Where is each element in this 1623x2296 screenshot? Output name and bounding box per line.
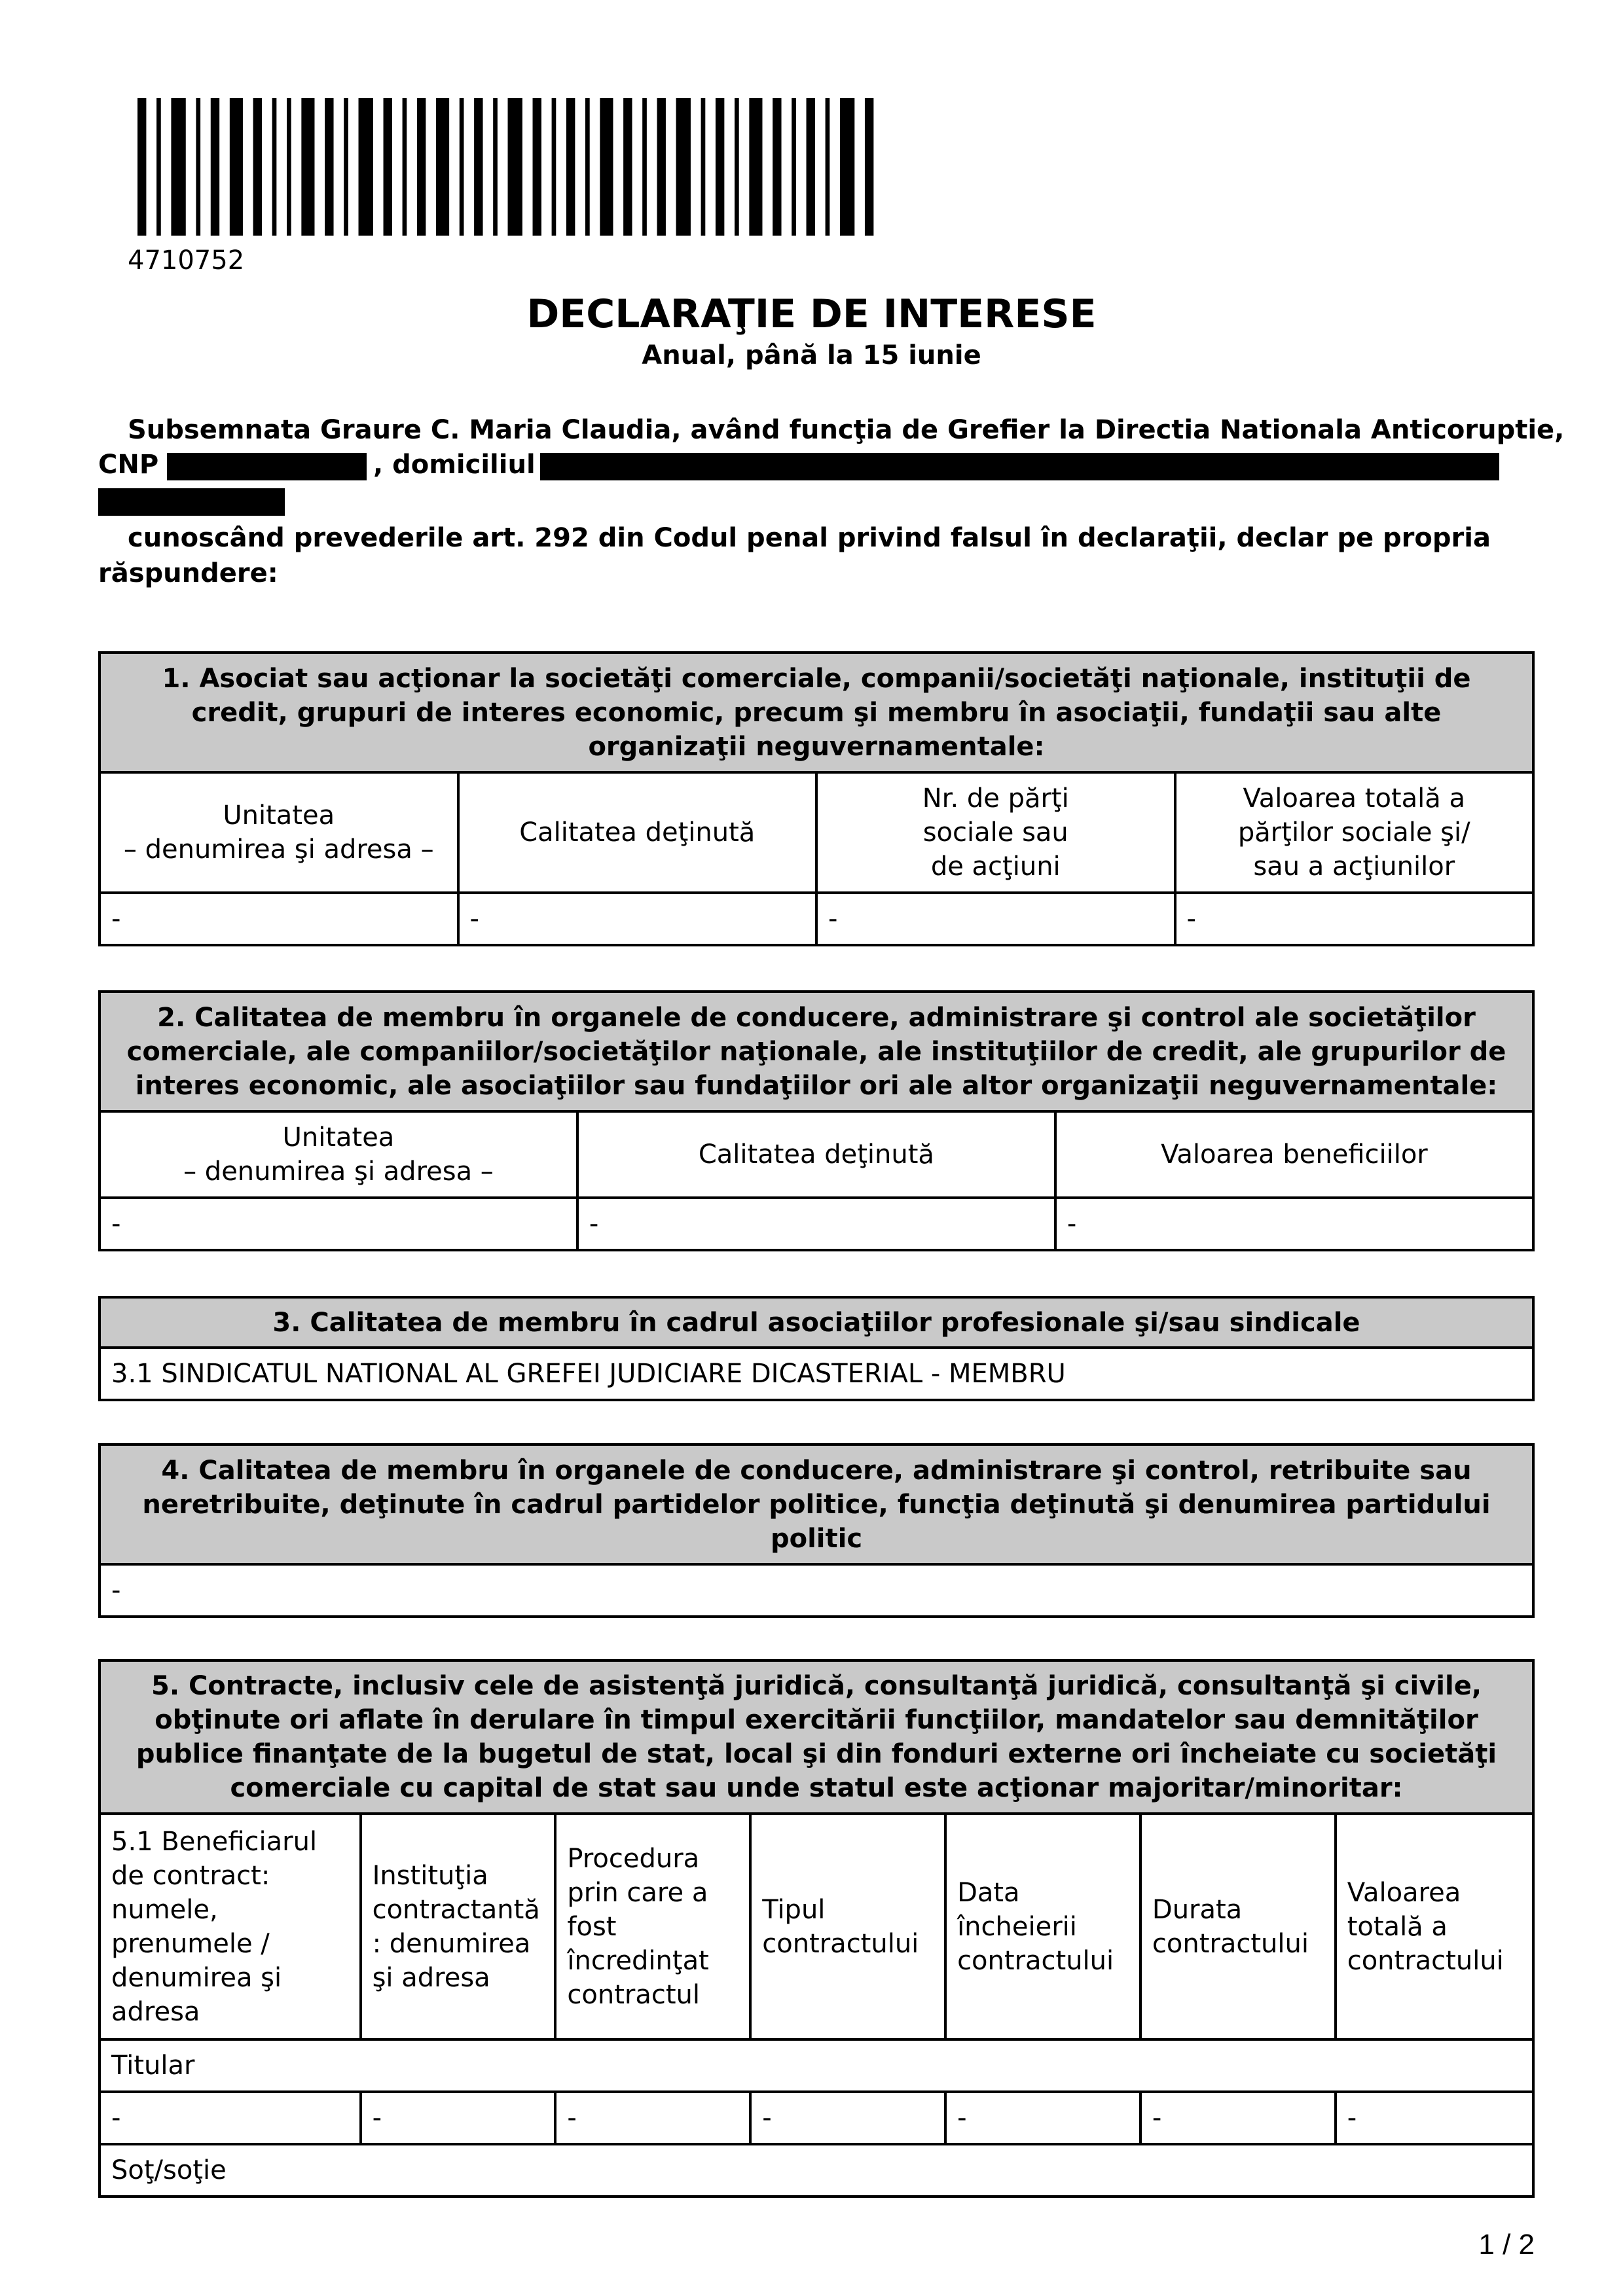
section-5-cell: - bbox=[750, 2092, 945, 2144]
barcode-bar bbox=[566, 98, 575, 236]
section-5-col-tipul: Tipul contractului bbox=[750, 1814, 945, 2039]
document-title: DECLARAŢIE DE INTERESE bbox=[526, 291, 1097, 337]
barcode-bar bbox=[196, 98, 200, 236]
section-5-col-procedura: Procedura prin care a fost încredinţat contractul bbox=[555, 1814, 750, 2039]
cnp-label: CNP bbox=[98, 450, 159, 480]
section-5-col-beneficiar: 5.1 Beneficiarul de contract: numele, prenumele / denumirea şi adresa bbox=[100, 1814, 361, 2039]
section-5-cell: - bbox=[361, 2092, 556, 2144]
barcode-bar bbox=[676, 98, 691, 236]
section-1-cell: - bbox=[1175, 893, 1534, 945]
barcode-bar bbox=[735, 98, 739, 236]
barcode-bar bbox=[253, 98, 262, 236]
section-3-table bbox=[98, 1296, 1535, 1401]
barcode-bar bbox=[623, 98, 632, 236]
section-1-table bbox=[98, 651, 1535, 946]
section-2-col-valoare: Valoarea beneficiilor bbox=[1055, 1111, 1533, 1198]
section-1-col-valoare: Valoarea totală a părţilor sociale şi/ sau a acţiunilor bbox=[1175, 772, 1534, 893]
barcode-bar bbox=[585, 98, 590, 236]
section-1-heading: 1. Asociat sau acţionar la societăţi comerciale, companii/societăţi naţionale, instituţii de credit, grupuri de interes economic, precum şi membru în asociaţii, fundaţii sau alte organizaţii neguvernamentale: bbox=[100, 653, 1533, 772]
barcode-bar bbox=[403, 98, 407, 236]
barcode-bar bbox=[211, 98, 219, 236]
intro-line-3: cunoscând prevederile art. 292 din Codul penal privind falsul în declaraţii, declar pe propria bbox=[128, 523, 1491, 553]
section-5-cell: - bbox=[555, 2092, 750, 2144]
redacted-cnp bbox=[167, 453, 367, 480]
section-2-cell: - bbox=[577, 1198, 1055, 1250]
barcode-bar bbox=[384, 98, 392, 236]
section-2-table bbox=[98, 990, 1535, 1251]
page-number: 1 / 2 bbox=[1478, 2229, 1535, 2261]
section-5-heading: 5. Contracte, inclusiv cele de asistenţă juridică, consultanţă juridică, consultanţă şi civile, obţinute ori aflate în derulare în timpul exercitării funcţiilor, mandatelor sau demnităţilor publice finanţate de la bugetul de stat, local şi din fonduri externe ori încheiate cu societăţi comerciale cu capital de stat sau unde statul este acţionar majoritar/minoritar: bbox=[100, 1660, 1533, 1814]
barcode-bar bbox=[460, 98, 464, 236]
barcode-bar bbox=[642, 98, 647, 236]
barcode-bar bbox=[657, 98, 666, 236]
section-2-col-calitate: Calitatea deţinută bbox=[577, 1111, 1055, 1198]
section-1-col-unitate: Unitatea – denumirea şi adresa – bbox=[100, 772, 458, 893]
barcode-bar bbox=[773, 98, 781, 236]
section-5-titular-label: Titular bbox=[100, 2039, 1533, 2092]
barcode-bar bbox=[792, 98, 796, 236]
barcode bbox=[137, 98, 884, 236]
barcode-bar bbox=[716, 98, 724, 236]
redacted-address bbox=[540, 453, 1499, 480]
domiciliu-label: , domiciliul bbox=[373, 450, 536, 480]
barcode-bar bbox=[359, 98, 373, 236]
barcode-bar bbox=[840, 98, 854, 236]
barcode-bar bbox=[701, 98, 706, 236]
barcode-bar bbox=[508, 98, 522, 236]
barcode-bar bbox=[552, 98, 556, 236]
redacted-address-continued bbox=[98, 488, 285, 516]
barcode-bar bbox=[493, 98, 498, 236]
barcode-bar bbox=[474, 98, 483, 236]
section-4-entry: - bbox=[100, 1564, 1533, 1617]
section-5-col-valoarea: Valoarea totală a contractului bbox=[1336, 1814, 1533, 2039]
section-1-col-calitate: Calitatea deţinută bbox=[458, 772, 817, 893]
section-1-cell: - bbox=[100, 893, 458, 945]
section-5-spouse-label: Soţ/soţie bbox=[100, 2144, 1533, 2197]
barcode-bar bbox=[325, 98, 333, 236]
section-3-heading: 3. Calitatea de membru în cadrul asociaţiilor profesionale şi/sau sindicale bbox=[100, 1297, 1533, 1348]
barcode-bar bbox=[807, 98, 815, 236]
barcode-bar bbox=[417, 98, 426, 236]
section-2-cell: - bbox=[100, 1198, 577, 1250]
barcode-bar bbox=[826, 98, 830, 236]
barcode-bar bbox=[137, 98, 146, 236]
section-5-table bbox=[98, 1659, 1535, 2198]
barcode-bar bbox=[287, 98, 291, 236]
section-5-cell: - bbox=[945, 2092, 1140, 2144]
barcode-bar bbox=[749, 98, 762, 236]
section-5-cell: - bbox=[1336, 2092, 1533, 2144]
section-5-col-institutia: Instituţia contractantă : denumirea şi adresa bbox=[361, 1814, 556, 2039]
section-2-cell: - bbox=[1055, 1198, 1533, 1250]
section-4-heading: 4. Calitatea de membru în organele de conducere, administrare şi control, retribuite sau neretribuite, deţinute în cadrul partidelor politice, funcţia deţinută şi denumirea partidului politic bbox=[100, 1444, 1533, 1564]
section-1-col-nr-parti: Nr. de părţi sociale sau de acţiuni bbox=[816, 772, 1175, 893]
barcode-bar bbox=[272, 98, 277, 236]
document-subtitle: Anual, până la 15 iunie bbox=[642, 340, 981, 370]
barcode-bar bbox=[344, 98, 348, 236]
intro-line-4: răspundere: bbox=[98, 558, 278, 588]
barcode-bar bbox=[171, 98, 185, 236]
intro-line-1: Subsemnata Graure C. Maria Claudia, având funcţia de Grefier la Directia Nationala Anticoruptie, bbox=[128, 415, 1565, 445]
section-1-cell: - bbox=[816, 893, 1175, 945]
section-2-heading: 2. Calitatea de membru în organele de conducere, administrare şi control ale societăţilor comerciale, ale companiilor/societăţilor naţionale, ale instituţiilor de credit, ale grupurilor de interes economic, ale asociaţiilor sau fundaţiilor ori ale altor organizaţii neguvernamentale: bbox=[100, 992, 1533, 1111]
section-5-cell: - bbox=[100, 2092, 361, 2144]
section-5-col-durata: Durata contractului bbox=[1140, 1814, 1336, 2039]
barcode-bar bbox=[436, 98, 449, 236]
section-3-entry: 3.1 SINDICATUL NATIONAL AL GREFEI JUDICIARE DICASTERIAL - MEMBRU bbox=[100, 1348, 1533, 1400]
barcode-bar bbox=[865, 98, 873, 236]
barcode-bar bbox=[600, 98, 613, 236]
section-4-table bbox=[98, 1443, 1535, 1618]
barcode-number: 4710752 bbox=[128, 245, 245, 276]
section-2-col-unitate: Unitatea – denumirea şi adresa – bbox=[100, 1111, 577, 1198]
section-5-col-data: Data încheierii contractului bbox=[945, 1814, 1140, 2039]
barcode-bar bbox=[156, 98, 161, 236]
section-5-cell: - bbox=[1140, 2092, 1336, 2144]
section-1-cell: - bbox=[458, 893, 817, 945]
barcode-bar bbox=[301, 98, 314, 236]
barcode-bar bbox=[230, 98, 243, 236]
barcode-bar bbox=[533, 98, 541, 236]
